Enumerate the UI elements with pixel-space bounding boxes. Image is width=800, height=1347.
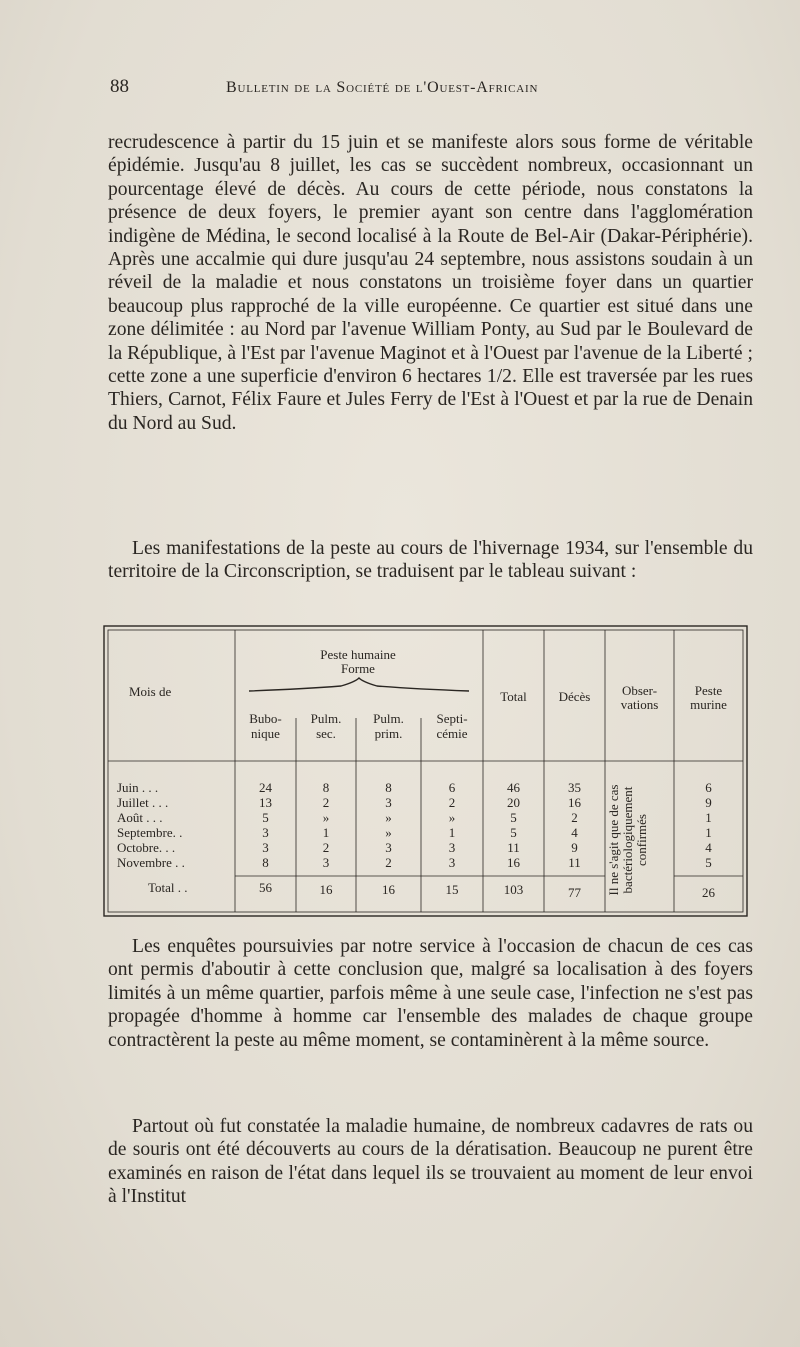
- cell-mois: Juillet . . .: [117, 795, 169, 810]
- cell-septicemie: 2: [448, 795, 456, 810]
- cell-peste-murine: 9: [705, 795, 712, 810]
- cell-pulm-sec: 3: [322, 855, 330, 870]
- cell-total: 5: [510, 810, 517, 825]
- header-deces: Décès: [558, 689, 591, 704]
- cell-peste-murine: 4: [705, 840, 712, 855]
- header-pulm-sec-1: Pulm.: [310, 711, 342, 726]
- header-pulm-prim-1: Pulm.: [373, 711, 404, 726]
- cell-bubonique: 5: [262, 810, 269, 825]
- cell-deces: 11: [568, 855, 581, 870]
- cell-mois: Septembre. .: [117, 825, 183, 840]
- cell-peste-murine: 1: [705, 825, 712, 840]
- cell-deces: 77: [568, 885, 581, 900]
- cell-pulm-sec: 1: [322, 825, 330, 840]
- header-mois: Mois de: [129, 684, 172, 699]
- cell-bubonique: 13: [259, 795, 272, 810]
- paragraph-2: Les manifestations de la peste au cours de l'hivernage 1934, sur l'ensemble du territoire de la Circonscription, se traduisent par le tableau suivant :: [108, 538, 753, 583]
- cell-pulm-sec: 2: [322, 840, 330, 855]
- paragraph-4: Partout où fut constatée la maladie humaine, de nombreux cadavres de rats ou de souris ont été découverts au cours de la dératisation. Beaucoup ne purent être examinés en raison de l'état dans lequel ils se trouvaient au moment de leur envoi à l'Institut: [108, 1116, 753, 1208]
- cell-pulm-sec: 16: [319, 882, 333, 897]
- cell-septicemie: 15: [445, 882, 459, 897]
- cell-mois: Octobre. . .: [117, 840, 176, 855]
- cell-total: 11: [507, 840, 520, 855]
- cell-deces: 16: [568, 795, 581, 810]
- cell-pulm-prim: 8: [385, 780, 392, 795]
- cell-pulm-prim: 16: [382, 882, 395, 897]
- plague-table: [103, 622, 749, 919]
- cell-mois: Août . . .: [117, 810, 163, 825]
- cell-pulm-prim: 3: [385, 840, 392, 855]
- cell-total: 103: [503, 882, 524, 897]
- cell-bubonique: 8: [262, 855, 269, 870]
- cell-peste-murine: 1: [705, 810, 712, 825]
- cell-deces: 9: [571, 840, 578, 855]
- cell-septicemie: »: [448, 810, 456, 825]
- running-head: Bulletin de la Société de l'Ouest-Africain: [226, 79, 539, 96]
- cell-pulm-prim: »: [385, 810, 392, 825]
- cell-peste-murine: 6: [705, 780, 712, 795]
- cell-peste-murine: 5: [705, 855, 712, 870]
- cell-total: 20: [507, 795, 520, 810]
- cell-pulm-prim: 2: [385, 855, 392, 870]
- header-total: Total: [500, 689, 527, 704]
- cell-bubonique: 3: [262, 840, 269, 855]
- header-peste-murine-2: murine: [690, 697, 727, 712]
- cell-deces: 35: [568, 780, 581, 795]
- cell-deces: 4: [571, 825, 578, 840]
- cell-pulm-prim: »: [385, 825, 392, 840]
- cell-septicemie: 1: [448, 825, 456, 840]
- cell-total: 46: [507, 780, 520, 795]
- header-forme: Forme: [341, 661, 375, 676]
- header-bubonique-1: Bubo-: [249, 711, 282, 726]
- header-peste-murine-1: Peste: [694, 683, 723, 698]
- header-pulm-sec-2: sec.: [316, 726, 336, 741]
- cell-total: 5: [510, 825, 517, 840]
- cell-deces: 2: [571, 810, 578, 825]
- cell-pulm-sec: 2: [322, 795, 330, 810]
- cell-bubonique: 24: [259, 780, 272, 795]
- cell-peste-murine: 26: [702, 885, 715, 900]
- header-septicemie-2: cémie: [436, 726, 468, 741]
- header-observations-1: Obser-: [621, 683, 658, 698]
- header-peste-humaine: Peste humaine: [320, 647, 396, 662]
- cell-pulm-prim: 3: [385, 795, 392, 810]
- cell-pulm-sec: 8: [322, 780, 330, 795]
- header-bubonique-2: nique: [251, 726, 280, 741]
- paragraph-3: Les enquêtes poursuivies par notre service à l'occasion de chacun de ces cas ont permis d'aboutir à cette conclusion que, malgré sa localisation à des foyers limités à un même quartier, parfois même à une seule case, l'infection ne s'est pas propagée d'homme à homme car l'ensemble des malades de chaque groupe contractèrent la peste au même moment, se contaminèrent à la même source.: [108, 936, 753, 1051]
- cell-mois: Total . .: [148, 880, 188, 895]
- header-observations-2: vations: [620, 697, 659, 712]
- cell-septicemie: 3: [448, 840, 456, 855]
- cell-septicemie: 3: [448, 855, 456, 870]
- cell-pulm-sec: »: [322, 810, 330, 825]
- observation-note-text: Il ne s'agit que de cas bactériologiquement confirmés: [606, 784, 649, 896]
- cell-septicemie: 6: [448, 780, 456, 795]
- cell-total: 16: [507, 855, 520, 870]
- page-number: 88: [110, 76, 129, 97]
- page-header: [108, 76, 753, 106]
- header-pulm-prim-2: prim.: [374, 726, 403, 741]
- paragraph-1: recrudescence à partir du 15 juin et se manifeste alors sous forme de véritable épidémie. Jusqu'au 8 juillet, les cas se succèdent nombreux, occasionnant un pourcentage élevé de décès. Au cours de cette période, nous constatons la présence de deux foyers, le premier ayant son centre dans l'agglomération indigène de Médina, le second localisé à la Route de Bel-Air (Dakar-Périphérie). Après une accalmie qui dure jusqu'au 24 septembre, nous assistons soudain à un réveil de la maladie et nous constatons un troisième foyer dans un quartier beaucoup plus rapproché de la ville européenne. Ce quartier est situé dans une zone délimitée : au Nord par l'avenue William Ponty, au Sud par le Boulevard de la République, à l'Est par l'avenue Maginot et à l'Ouest par l'avenue de la Liberté ; cette zone a une superficie d'environ 6 hectares 1/2. Elle est traversée par les rues Thiers, Carnot, Félix Faure et Jules Ferry de l'Est à l'Ouest et par la rue de Denain du Nord au Sud.: [108, 132, 753, 434]
- cell-mois: Novembre . .: [117, 855, 185, 870]
- cell-bubonique: 3: [262, 825, 269, 840]
- observation-note: [606, 775, 650, 905]
- cell-mois: Juin . . .: [117, 780, 159, 795]
- header-septicemie-1: Septi-: [436, 711, 468, 726]
- cell-bubonique: 56: [259, 880, 272, 895]
